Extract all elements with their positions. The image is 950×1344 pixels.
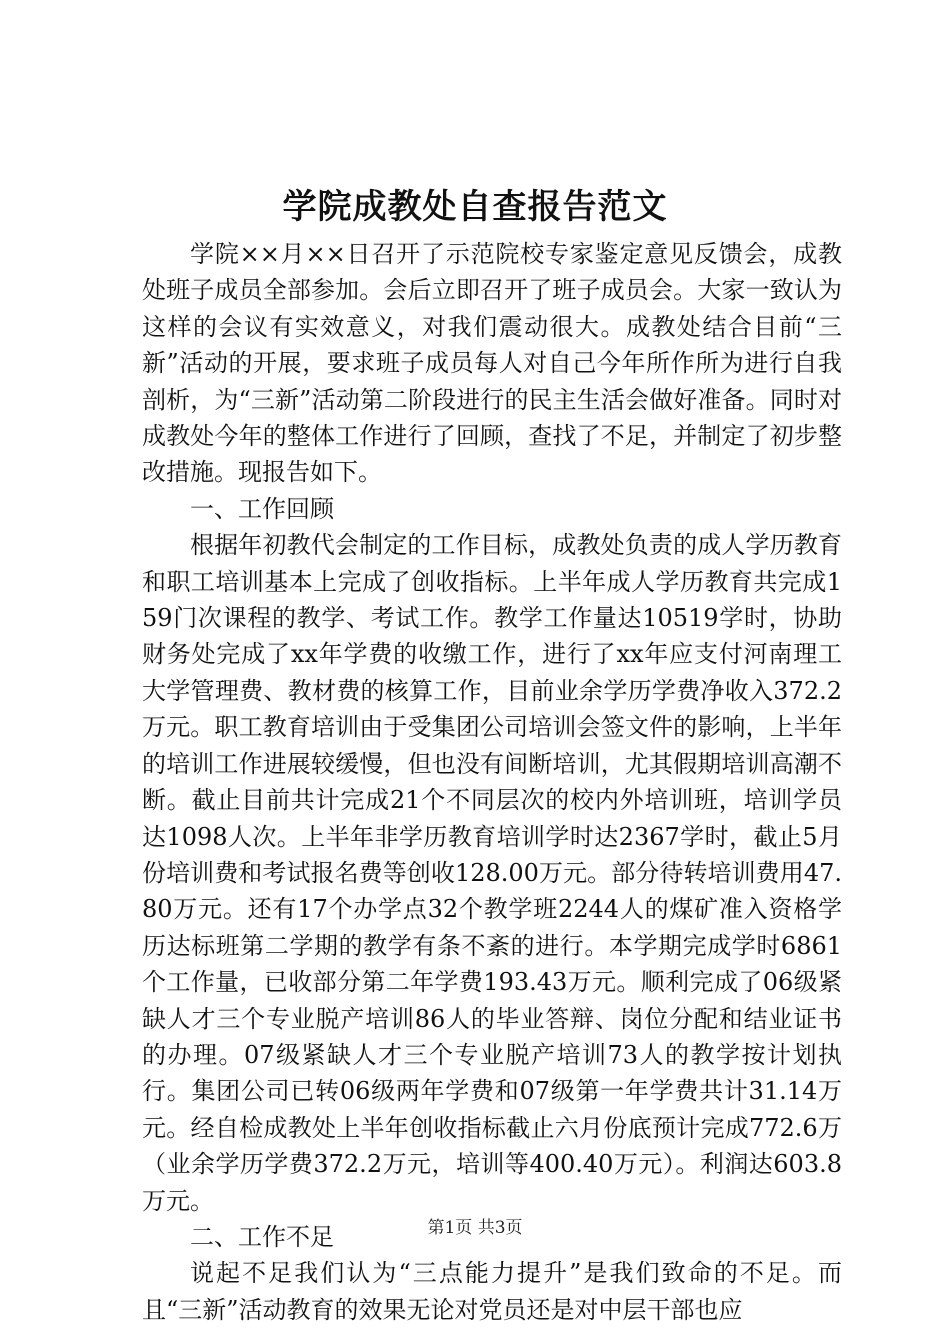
- section-heading-review: 一、工作回顾: [190, 494, 334, 523]
- shortcomings-paragraph: 说起不足我们认为“三点能力提升”是我们致命的不足。而且“三新”活动教育的效果无论对党员还是对中层干部也应: [142, 1259, 842, 1324]
- document-title: 学院成教处自查报告范文: [282, 187, 668, 227]
- section-heading-shortcomings: 二、工作不足: [190, 1222, 334, 1251]
- document-body: [142, 236, 842, 1328]
- page-number-footer: 第1页 共3页: [427, 1218, 523, 1238]
- review-paragraph: 根据年初教代会制定的工作目标，成教处负责的成人学历教育和职工培训基本上完成了创收指标。上半年成人学历教育共完成159门次课程的教学、考试工作。教学工作量达10519学时，协助财务处完成了xx年学费的收缴工作，进行了xx年应支付河南理工大学管理费、教材费的核算工作，目前业余学历学费净收入372.2万元。职工教育培训由于受集团公司培训会签文件的影响，上半年的培训工作进展较缓慢，但也没有间断培训，尤其假期培训高潮不断。截止目前共计完成21个不同层次的校内外培训班，培训学员达1098人次。上半年非学历教育培训学时达2367学时，截止5月份培训费和考试报名费等创收128.00万元。部分待转培训费用47.80万元。还有17个办学点32个教学班2244人的煤矿准入资格学历达标班第二学期的教学有条不紊的进行。本学期完成学时6861个工作量，已收部分第二年学费193.43万元。顺利完成了06级紧缺人才三个专业脱产培训86人的毕业答辩、岗位分配和结业证书的办理。07级紧缺人才三个专业脱产培训73人的教学按计划执行。集团公司已转06级两年学费和07级第一年学费共计31.14万元。经自检成教处上半年创收指标截止六月份底预计完成772.6万（业余学历学费372.2万元，培训等400.40万元）。利润达603.8万元。: [142, 531, 842, 1215]
- intro-paragraph: 学院××月××日召开了示范院校专家鉴定意见反馈会，成教处班子成员全部参加。会后立即召开了班子成员会。大家一致认为这样的会议有实效意义，对我们震动很大。成教处结合目前“三新”活动的开展，要求班子成员每人对自己今年所作所为进行自我剖析，为“三新”活动第二阶段进行的民主生活会做好准备。同时对成教处今年的整体工作进行了回顾，查找了不足，并制定了初步整改措施。现报告如下。: [142, 240, 842, 487]
